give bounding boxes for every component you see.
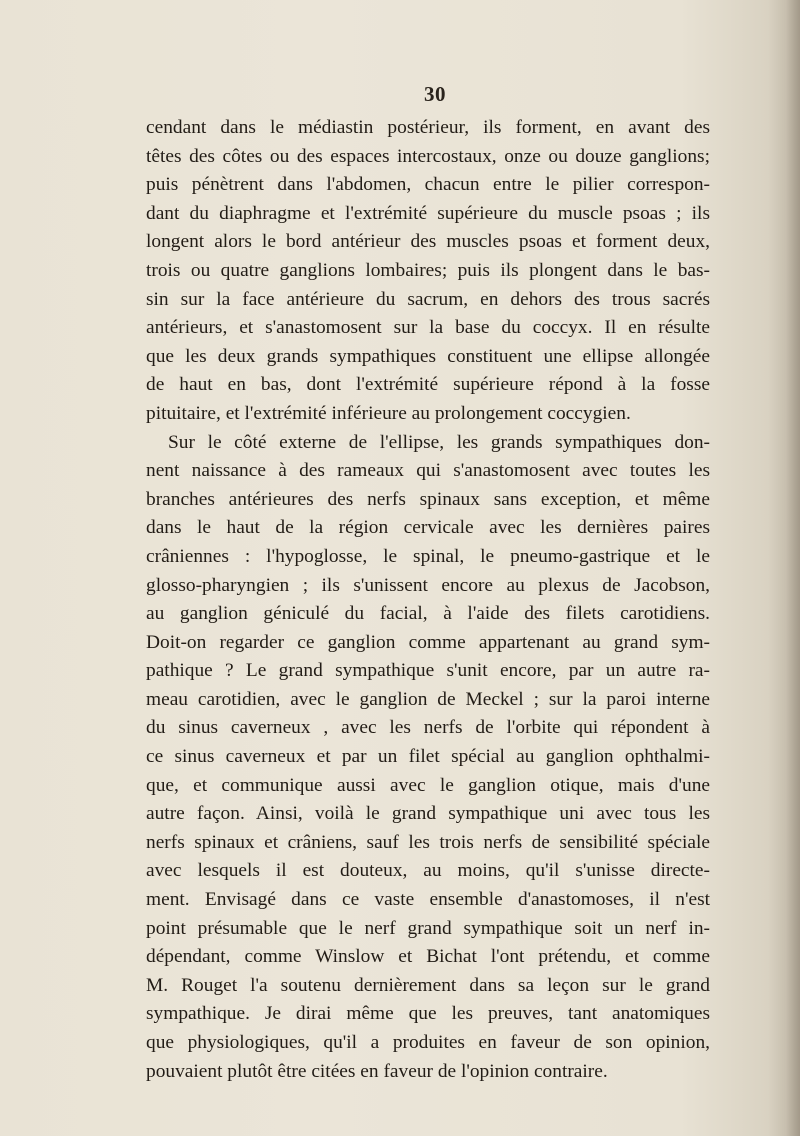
- text-line: de haut en bas, dont l'extrémité supérieure répond à la fosse: [146, 374, 710, 396]
- text-line: ment. Envisagé dans ce vaste ensemble d'anastomoses, il n'est: [146, 889, 710, 911]
- text-line: têtes des côtes ou des espaces intercostaux, onze ou douze ganglions;: [146, 145, 710, 167]
- text-line: antérieurs, et s'anastomosent sur la base du coccyx. Il en résulte: [146, 317, 710, 339]
- text-line: meau carotidien, avec le ganglion de Meckel ; sur la paroi interne: [146, 688, 710, 710]
- page-edge-shadow: [786, 0, 800, 1136]
- page-number: 30: [424, 82, 446, 106]
- text-line: point présumable que le nerf grand sympathique soit un nerf in-: [146, 917, 710, 939]
- text-line: M. Rouget l'a soutenu dernièrement dans sa leçon sur le grand: [146, 974, 710, 996]
- text-line: du sinus caverneux , avec les nerfs de l'orbite qui répondent à: [146, 717, 710, 739]
- body-text: [146, 114, 710, 1086]
- text-line: Doit-on regarder ce ganglion comme appartenant au grand sym-: [146, 631, 710, 653]
- text-line: cendant dans le médiastin postérieur, ils forment, en avant des: [146, 117, 710, 138]
- text-line: que physiologiques, qu'il a produites en faveur de son opinion,: [146, 1032, 710, 1053]
- text-line: nerfs spinaux et crâniens, sauf les trois nerfs de sensibilité spéciale: [146, 831, 710, 853]
- text-line: avec lesquels il est douteux, au moins, qu'il s'unisse directe-: [146, 860, 710, 882]
- text-line: puis pénètrent dans l'abdomen, chacun entre le pilier correspon-: [146, 174, 710, 196]
- text-line: autre façon. Ainsi, voilà le grand sympathique uni avec tous les: [146, 803, 710, 825]
- text-line: au ganglion géniculé du facial, à l'aide des filets carotidiens.: [146, 603, 710, 625]
- text-line: longent alors le bord antérieur des muscles psoas et forment deux,: [146, 231, 710, 253]
- text-line: sin sur la face antérieure du sacrum, en dehors des trous sacrés: [146, 288, 710, 310]
- text-line: trois ou quatre ganglions lombaires; puis ils plongent dans le bas-: [146, 259, 710, 281]
- text-line: dans le haut de la région cervicale avec les dernières paires: [146, 517, 710, 539]
- text-line: sympathique. Je dirai même que les preuves, tant anatomiques: [146, 1003, 710, 1025]
- text-line: nent naissance à des rameaux qui s'anastomosent avec toutes les: [146, 460, 710, 482]
- text-line: dépendant, comme Winslow et Bichat l'ont prétendu, et comme: [146, 946, 710, 968]
- text-line: que les deux grands sympathiques constituent une ellipse allongée: [146, 345, 710, 367]
- text-line: branches antérieures des nerfs spinaux sans exception, et même: [146, 488, 710, 510]
- text-line: pouvaient plutôt être citées en faveur de l'opinion contraire.: [146, 1060, 608, 1082]
- text-line: glosso-pharyngien ; ils s'unissent encore au plexus de Jacobson,: [146, 574, 710, 596]
- text-line: Sur le côté externe de l'ellipse, les grands sympathiques don-: [168, 431, 710, 453]
- text-line: pituitaire, et l'extrémité inférieure au prolongement coccygien.: [146, 402, 631, 424]
- text-line: crâniennes : l'hypoglosse, le spinal, le pneumo-gastrique et le: [146, 545, 710, 567]
- text-line: pathique ? Le grand sympathique s'unit encore, par un autre ra-: [146, 660, 710, 682]
- text-line: ce sinus caverneux et par un filet spécial au ganglion ophthalmi-: [146, 746, 710, 768]
- text-line: que, et communique aussi avec le ganglion otique, mais d'une: [146, 774, 710, 796]
- text-line: dant du diaphragme et l'extrémité supérieure du muscle psoas ; ils: [146, 202, 710, 224]
